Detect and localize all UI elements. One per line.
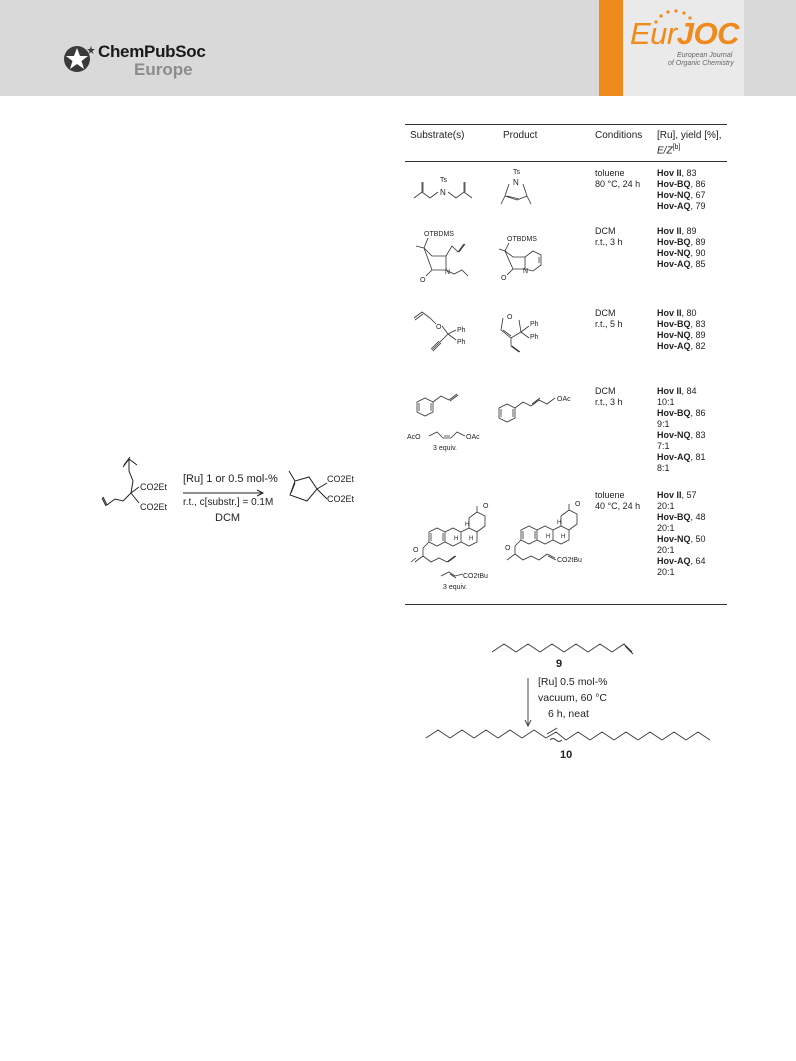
substrate-ester-1: CO2Et bbox=[140, 482, 168, 492]
publisher-sub: Europe bbox=[134, 60, 193, 79]
row4-ez-1: 10:1 bbox=[657, 397, 675, 407]
journal-line-2: of Organic Chemistry bbox=[668, 60, 734, 67]
product-ester-2: CO2Et bbox=[327, 494, 355, 504]
row4-yield-3: , 83 bbox=[690, 430, 706, 440]
row3-results bbox=[657, 308, 706, 352]
row5-product-structure bbox=[499, 480, 595, 592]
row1-substrate-structure bbox=[410, 168, 485, 208]
row3-substrate-ph-1: Ph bbox=[457, 327, 466, 334]
header-yield-line2: E/Z bbox=[657, 145, 673, 157]
row4-results bbox=[657, 386, 706, 474]
row1-yield-3: , 67 bbox=[690, 190, 706, 200]
row4-cat-3: Hov-NQ bbox=[657, 430, 691, 440]
row2-product-otbdms: OTBDMS bbox=[507, 236, 537, 243]
row3-product-ph-2: Ph bbox=[530, 334, 539, 341]
row1-temp-time: 80 °C, 24 h bbox=[595, 179, 641, 189]
compound-10-label: 10 bbox=[560, 749, 573, 760]
row5-product-o-ketone: O bbox=[575, 501, 581, 508]
row5-product-h-1: H bbox=[546, 534, 551, 540]
row5-cat-3: Hov-NQ bbox=[657, 534, 691, 544]
row2-yield-1: , 89 bbox=[681, 226, 697, 236]
row1-solvent: toluene bbox=[595, 168, 625, 178]
row2-results bbox=[657, 226, 706, 270]
row4-ez-2: 9:1 bbox=[657, 419, 670, 429]
row4-product-structure bbox=[493, 388, 591, 428]
row5-substrate-o-ketone: O bbox=[483, 503, 489, 510]
journal-line-1: European Journal bbox=[677, 52, 733, 59]
row4-substrate-structure bbox=[405, 386, 495, 458]
header-yield-sup: [b] bbox=[672, 144, 681, 151]
row1-product-n: N bbox=[513, 178, 519, 187]
row4-solvent: DCM bbox=[595, 386, 616, 396]
substrate-scope-table bbox=[405, 118, 727, 606]
row5-product-co2tbu: CO2tBu bbox=[557, 557, 582, 564]
row5-substrate-o-ester: O bbox=[413, 547, 419, 554]
journal-title-prefix: Eur bbox=[630, 16, 677, 51]
row3-substrate-o: O bbox=[436, 324, 442, 331]
row1-yield-1: , 83 bbox=[681, 168, 697, 178]
row3-product-o: O bbox=[507, 314, 513, 321]
substrate-ester-2: CO2Et bbox=[140, 502, 168, 512]
row3-cat-3: Hov-NQ bbox=[657, 330, 691, 340]
row5-cat-2: Hov-BQ bbox=[657, 512, 691, 522]
row2-product-n: N bbox=[523, 268, 529, 275]
row2-cat-1: Hov II bbox=[657, 226, 682, 236]
table-top-rule bbox=[405, 124, 727, 125]
row2-conditions bbox=[595, 226, 623, 248]
reaction-cond-3: 6 h, neat bbox=[548, 708, 589, 720]
row3-yield-2: , 83 bbox=[690, 319, 706, 329]
row2-solvent: DCM bbox=[595, 226, 616, 236]
header-yield-line1: [Ru], yield [%], bbox=[657, 130, 722, 141]
row1-product-structure bbox=[495, 166, 555, 210]
row4-yield-2: , 86 bbox=[690, 408, 706, 418]
row4-substrate-oac: OAc bbox=[466, 434, 480, 441]
header-product: Product bbox=[503, 130, 538, 141]
row1-conditions bbox=[595, 168, 640, 190]
row5-product-h-2: H bbox=[561, 534, 566, 540]
row5-ez-4: 20:1 bbox=[657, 567, 675, 577]
journal-title-suffix: JOC bbox=[676, 16, 739, 51]
row4-substrate-aco: AcO bbox=[407, 434, 421, 441]
row5-conditions bbox=[595, 490, 640, 512]
row4-substrate-equiv: 3 equiv. bbox=[433, 445, 457, 452]
row3-product-ph-1: Ph bbox=[530, 321, 539, 328]
row5-results bbox=[657, 490, 706, 578]
reaction-cond-1: [Ru] 0.5 mol-% bbox=[538, 676, 608, 688]
row3-cat-2: Hov-BQ bbox=[657, 319, 691, 329]
row4-yield-1: , 84 bbox=[681, 386, 697, 396]
row5-yield-2: , 48 bbox=[690, 512, 706, 522]
row5-substrate-h-2: H bbox=[469, 536, 474, 542]
row2-cat-4: Hov-AQ bbox=[657, 259, 691, 269]
scheme-reagent-bottom: DCM bbox=[215, 512, 241, 524]
row2-cat-2: Hov-BQ bbox=[657, 237, 691, 247]
row4-conditions bbox=[595, 386, 623, 408]
scheme-reagent-mid: r.t., c[substr.] = 0.1M bbox=[183, 497, 274, 508]
row2-substrate-structure bbox=[410, 226, 490, 286]
row1-results bbox=[657, 168, 706, 212]
table-bottom-rule bbox=[405, 604, 727, 605]
row3-substrate-structure bbox=[410, 308, 490, 358]
row2-substrate-otbdms: OTBDMS bbox=[424, 231, 454, 238]
row4-yield-4: , 81 bbox=[690, 452, 706, 462]
row2-product-o: O bbox=[501, 275, 507, 282]
scheme-reagent-top: [Ru] 1 or 0.5 mol-% bbox=[183, 473, 278, 485]
row1-cat-3: Hov-NQ bbox=[657, 190, 691, 200]
row2-cat-3: Hov-NQ bbox=[657, 248, 691, 258]
row1-cat-2: Hov-BQ bbox=[657, 179, 691, 189]
row5-yield-1: , 57 bbox=[681, 490, 697, 500]
self-metathesis-structures bbox=[420, 630, 720, 760]
row2-yield-3: , 90 bbox=[690, 248, 706, 258]
row5-yield-4: , 64 bbox=[690, 556, 706, 566]
row5-substrate-equiv: 3 equiv. bbox=[443, 584, 467, 591]
row4-cat-1: Hov II bbox=[657, 386, 682, 396]
row1-product-ts: Ts bbox=[513, 169, 520, 176]
header-yield bbox=[657, 130, 721, 157]
row5-ez-2: 20:1 bbox=[657, 523, 675, 533]
product-ester-1: CO2Et bbox=[327, 474, 355, 484]
journal-orange-bar bbox=[599, 0, 623, 96]
row5-ez-3: 20:1 bbox=[657, 545, 675, 555]
compound-9-label: 9 bbox=[556, 658, 563, 670]
row1-cat-1: Hov II bbox=[657, 168, 682, 178]
row5-cat-4: Hov-AQ bbox=[657, 556, 691, 566]
row4-cat-2: Hov-BQ bbox=[657, 408, 691, 418]
journal-title bbox=[630, 16, 739, 52]
row3-temp-time: r.t., 5 h bbox=[595, 319, 623, 329]
row5-solvent: toluene bbox=[595, 490, 625, 500]
row3-substrate-ph-2: Ph bbox=[457, 339, 466, 346]
row3-yield-3: , 89 bbox=[690, 330, 706, 340]
row5-substrate-h-3: H bbox=[465, 522, 470, 528]
row5-temp-time: 40 °C, 24 h bbox=[595, 501, 641, 511]
row5-cat-1: Hov II bbox=[657, 490, 682, 500]
row4-cat-4: Hov-AQ bbox=[657, 452, 691, 462]
row1-yield-4: , 79 bbox=[690, 201, 706, 211]
row1-substrate-n: N bbox=[440, 188, 446, 197]
row3-solvent: DCM bbox=[595, 308, 616, 318]
header-substrate: Substrate(s) bbox=[410, 130, 465, 141]
row4-temp-time: r.t., 3 h bbox=[595, 397, 623, 407]
row3-cat-4: Hov-AQ bbox=[657, 341, 691, 351]
row5-substrate-co2tbu: CO2tBu bbox=[463, 573, 488, 580]
row3-product-structure bbox=[495, 306, 565, 361]
publisher-name: ChemPubSoc bbox=[98, 42, 206, 61]
chempubsoc-star-icon bbox=[62, 42, 96, 76]
row2-substrate-o: O bbox=[420, 277, 426, 284]
row5-ez-1: 20:1 bbox=[657, 501, 675, 511]
row2-substrate-n: N bbox=[445, 269, 451, 276]
row5-substrate-structure bbox=[407, 478, 499, 596]
table-header-rule bbox=[405, 161, 727, 162]
row1-cat-4: Hov-AQ bbox=[657, 201, 691, 211]
row2-temp-time: r.t., 3 h bbox=[595, 237, 623, 247]
row2-product-structure bbox=[495, 233, 565, 283]
row3-yield-4: , 82 bbox=[690, 341, 706, 351]
row3-cat-1: Hov II bbox=[657, 308, 682, 318]
row4-ez-3: 7:1 bbox=[657, 441, 670, 451]
row5-product-h-3: H bbox=[557, 520, 562, 526]
row4-ez-4: 8:1 bbox=[657, 463, 670, 473]
rcm-scheme bbox=[95, 455, 365, 535]
row2-yield-2: , 89 bbox=[690, 237, 706, 247]
row5-yield-3: , 50 bbox=[690, 534, 706, 544]
row5-product-o-ester: O bbox=[505, 545, 511, 552]
self-metathesis-reaction bbox=[420, 630, 720, 760]
row3-conditions bbox=[595, 308, 623, 330]
row3-yield-1: , 80 bbox=[681, 308, 697, 318]
row4-product-oac: OAc bbox=[557, 396, 571, 403]
row1-yield-2: , 86 bbox=[690, 179, 706, 189]
chempubsoc-logo bbox=[62, 40, 237, 80]
row2-yield-4: , 85 bbox=[690, 259, 706, 269]
row5-substrate-h-1: H bbox=[454, 536, 459, 542]
header-conditions: Conditions bbox=[595, 130, 643, 141]
reaction-cond-2: vacuum, 60 °C bbox=[538, 692, 607, 704]
row1-substrate-ts: Ts bbox=[440, 177, 447, 184]
